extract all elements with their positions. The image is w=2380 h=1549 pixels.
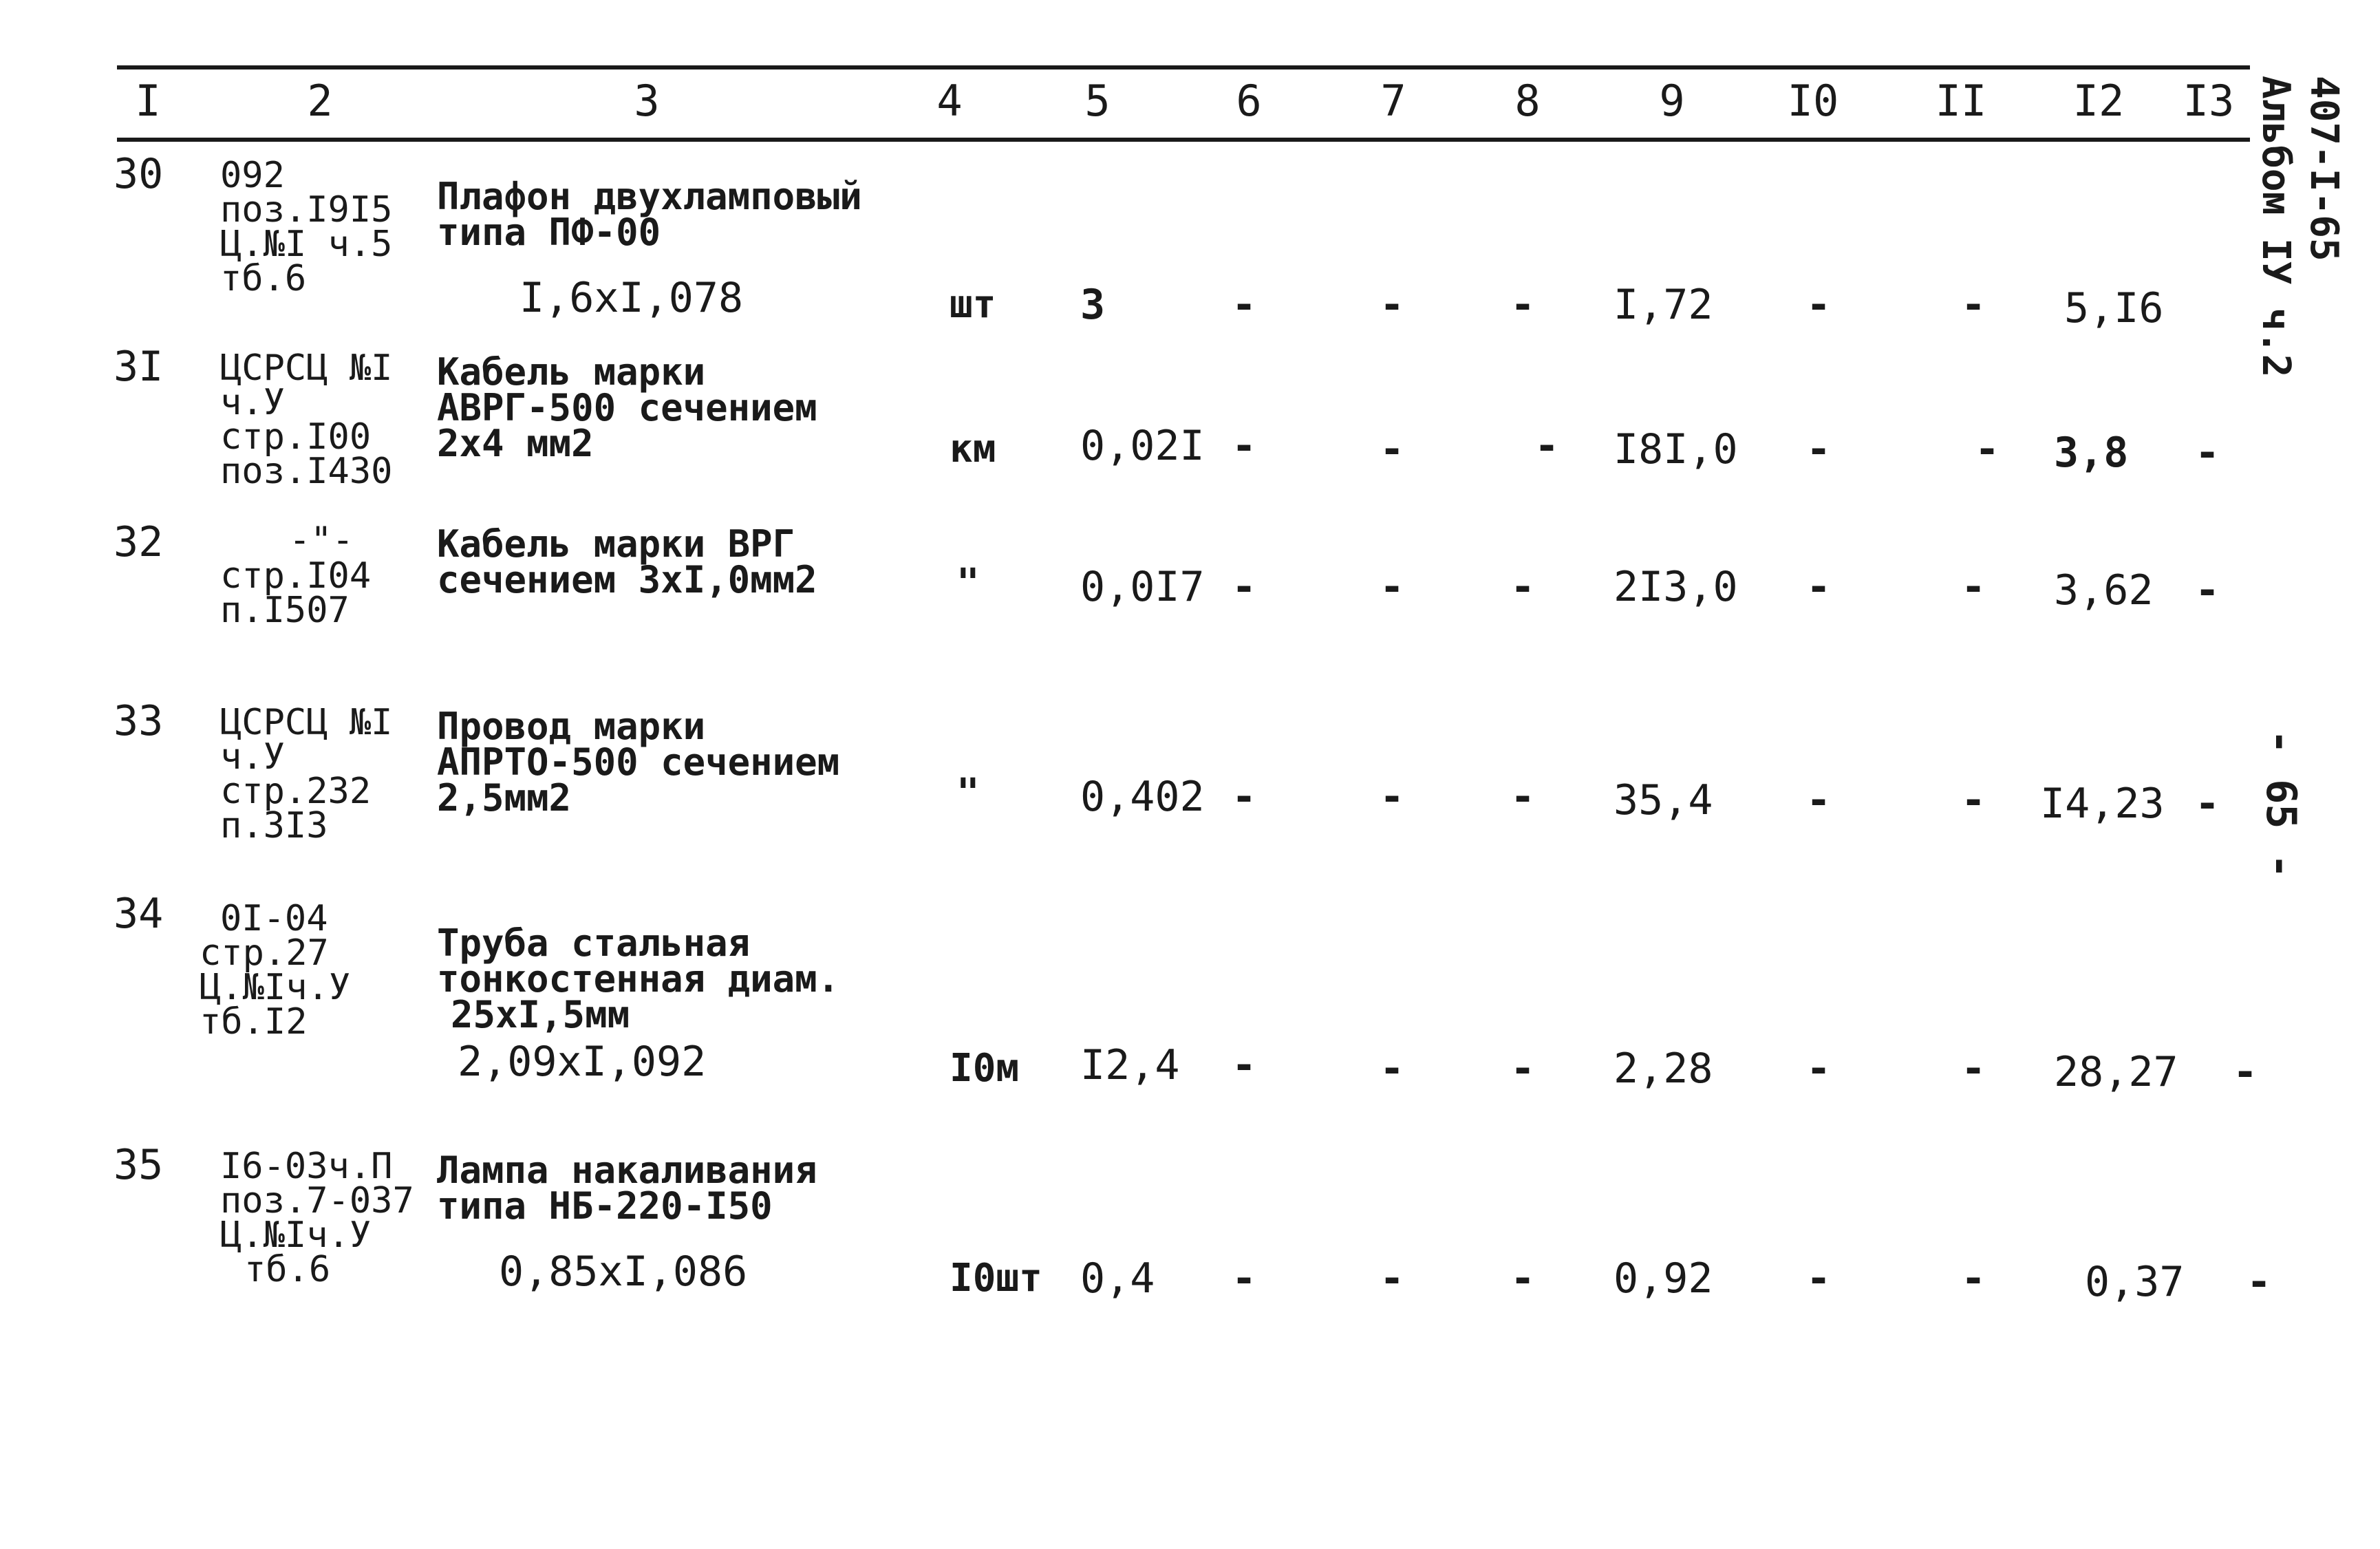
col-5-value: 3 [1080, 281, 1106, 329]
col-5-value: 0,0I7 [1080, 563, 1205, 611]
description-line: 25хI,5мм [451, 993, 630, 1036]
formula: 2,09хI,092 [458, 1038, 707, 1086]
col-6-value: - [1232, 563, 1257, 611]
header-col-1: I [135, 76, 161, 126]
formula: I,6xI,078 [519, 274, 744, 322]
header-col-9: 9 [1659, 76, 1685, 126]
col-7-value: - [1380, 1254, 1405, 1303]
col-7-value: - [1380, 563, 1405, 611]
description-line: тонкостенная диам. [437, 957, 840, 1001]
col-12-value: 0,37 [2085, 1258, 2185, 1306]
ref-line: Ц.№Iч.У [220, 1215, 372, 1256]
col-10-value: - [1806, 563, 1832, 611]
ref-line: стр.27 [200, 932, 329, 974]
description-line: 2х4 мм2 [437, 422, 594, 465]
ref-line: стр.232 [220, 771, 372, 812]
description-line: Плафон двухламповый [437, 175, 862, 218]
header-col-12: I2 [2072, 76, 2125, 126]
col-5-value: 0,4 [1080, 1254, 1155, 1303]
col-12-value: 3,8 [2054, 429, 2129, 477]
col-5-value: 0,402 [1080, 773, 1205, 821]
col-10-value: - [1806, 425, 1832, 473]
col-7-value: - [1380, 281, 1405, 329]
header-col-7: 7 [1380, 76, 1406, 126]
col-7-value: - [1380, 1045, 1405, 1093]
col-7-value: - [1380, 425, 1405, 473]
document-code: 407-I-65 [2302, 76, 2346, 261]
ref-line: 092 [220, 155, 285, 196]
header-col-6: 6 [1236, 76, 1262, 126]
ref-line: Ц.№I ч.5 [220, 224, 393, 265]
ref-line: п.I507 [220, 590, 350, 631]
header-col-8: 8 [1514, 76, 1541, 126]
col-11-value: - [1961, 776, 1986, 824]
ref-line: ЦСРСЦ №I [220, 702, 393, 743]
header-col-10: I0 [1787, 76, 1839, 126]
ref-line: поз.I430 [220, 451, 393, 492]
ref-line: стр.I00 [220, 416, 372, 458]
col-13-value: - [2195, 566, 2220, 615]
page-number: - 65 - [2257, 729, 2305, 879]
header-col-11: II [1935, 76, 1987, 126]
ref-line: ч.У [220, 382, 285, 423]
unit: I0шт [950, 1256, 1042, 1301]
header-col-13: I3 [2183, 76, 2235, 126]
col-12-value: 5,I6 [2064, 284, 2164, 332]
row-number: 35 [114, 1141, 164, 1189]
row-number: 3I [114, 343, 164, 391]
description-line: АВРГ-500 сечением [437, 386, 817, 429]
ref-line: тб.6 [220, 258, 307, 299]
col-10-value: - [1806, 1045, 1832, 1093]
col-6-value: - [1232, 773, 1257, 821]
formula: 0,85хI,086 [499, 1248, 748, 1296]
col-8-value: - [1510, 563, 1536, 611]
col-10-value: - [1806, 1254, 1832, 1303]
ref-line: п.3I3 [220, 805, 328, 846]
col-11-value: - [1961, 1254, 1986, 1303]
col-11-value: - [1975, 425, 2000, 473]
header-col-4: 4 [936, 76, 963, 126]
row-number: 34 [114, 890, 164, 938]
ref-line: 0I-04 [220, 898, 328, 939]
row-number: 32 [114, 518, 164, 566]
col-7-value: - [1380, 773, 1405, 821]
unit: км [950, 427, 996, 471]
col-13-value: - [2195, 780, 2220, 828]
col-6-value: - [1232, 1254, 1257, 1303]
row-number: 30 [114, 150, 164, 198]
ref-line: поз.7-037 [220, 1180, 414, 1221]
col-13-value: - [2195, 429, 2220, 477]
ref-line: I6-03ч.П [220, 1146, 393, 1187]
description-line: 2,5мм2 [437, 776, 572, 820]
header-rule [117, 138, 2250, 142]
unit: " [956, 771, 980, 815]
ref-line: Ц.№Iч.У [200, 967, 351, 1008]
col-6-value: - [1232, 281, 1257, 329]
description-line: типа ПФ-00 [437, 211, 661, 254]
header-col-3: 3 [634, 76, 660, 126]
description-line: Провод марки [437, 705, 706, 748]
col-12-value: 28,27 [2054, 1048, 2178, 1096]
col-8-value: - [1510, 281, 1536, 329]
col-8-value: - [1510, 1045, 1536, 1093]
col-6-value: - [1232, 1041, 1257, 1089]
col-11-value: - [1961, 1045, 1986, 1093]
ref-line: стр.I04 [220, 555, 372, 597]
description-line: сечением 3хI,0мм2 [437, 558, 817, 601]
col-9-value: 2,28 [1614, 1045, 1713, 1093]
col-8-value: - [1510, 773, 1536, 821]
unit: I0м [950, 1046, 1020, 1091]
row-number: 33 [114, 697, 164, 745]
top-rule [117, 65, 2250, 70]
ref-line: ЦСРСЦ №I [220, 348, 393, 389]
description-line: Кабель марки ВРГ [437, 522, 795, 566]
col-8-value: - [1510, 1254, 1536, 1303]
description-line: АПРТО-500 сечением [437, 740, 840, 784]
description-line: Лампа накаливания [437, 1149, 817, 1192]
col-13-value: - [2247, 1258, 2272, 1306]
col-12-value: 3,62 [2054, 566, 2154, 615]
col-8-value: - [1534, 422, 1560, 470]
col-10-value: - [1806, 776, 1832, 824]
col-9-value: I8I,0 [1614, 425, 1738, 473]
col-5-value: I2,4 [1080, 1041, 1180, 1089]
header-col-5: 5 [1084, 76, 1111, 126]
col-11-value: - [1961, 281, 1986, 329]
description-line: типа НБ-220-I50 [437, 1184, 773, 1228]
col-9-value: 35,4 [1614, 776, 1713, 824]
ref-line: поз.I9I5 [220, 189, 393, 231]
col-9-value: 2I3,0 [1614, 563, 1738, 611]
col-9-value: I,72 [1614, 281, 1713, 329]
col-13-value: - [2233, 1048, 2258, 1096]
ref-line: ч.У [220, 736, 285, 778]
ref-line: тб.6 [244, 1249, 331, 1290]
ref-line: -"- [289, 520, 354, 561]
description-line: Труба стальная [437, 921, 751, 965]
col-9-value: 0,92 [1614, 1254, 1713, 1303]
description-line: Кабель марки [437, 350, 706, 394]
ref-line: тб.I2 [200, 1001, 308, 1043]
col-11-value: - [1961, 563, 1986, 611]
header-col-2: 2 [307, 76, 333, 126]
col-5-value: 0,02I [1080, 422, 1205, 470]
col-10-value: - [1806, 281, 1832, 329]
col-12-value: I4,23 [2040, 780, 2165, 828]
unit: шт [950, 282, 996, 327]
album-label: Альбом IУ ч.2 [2253, 76, 2298, 378]
unit: " [956, 561, 980, 606]
col-6-value: - [1232, 422, 1257, 470]
